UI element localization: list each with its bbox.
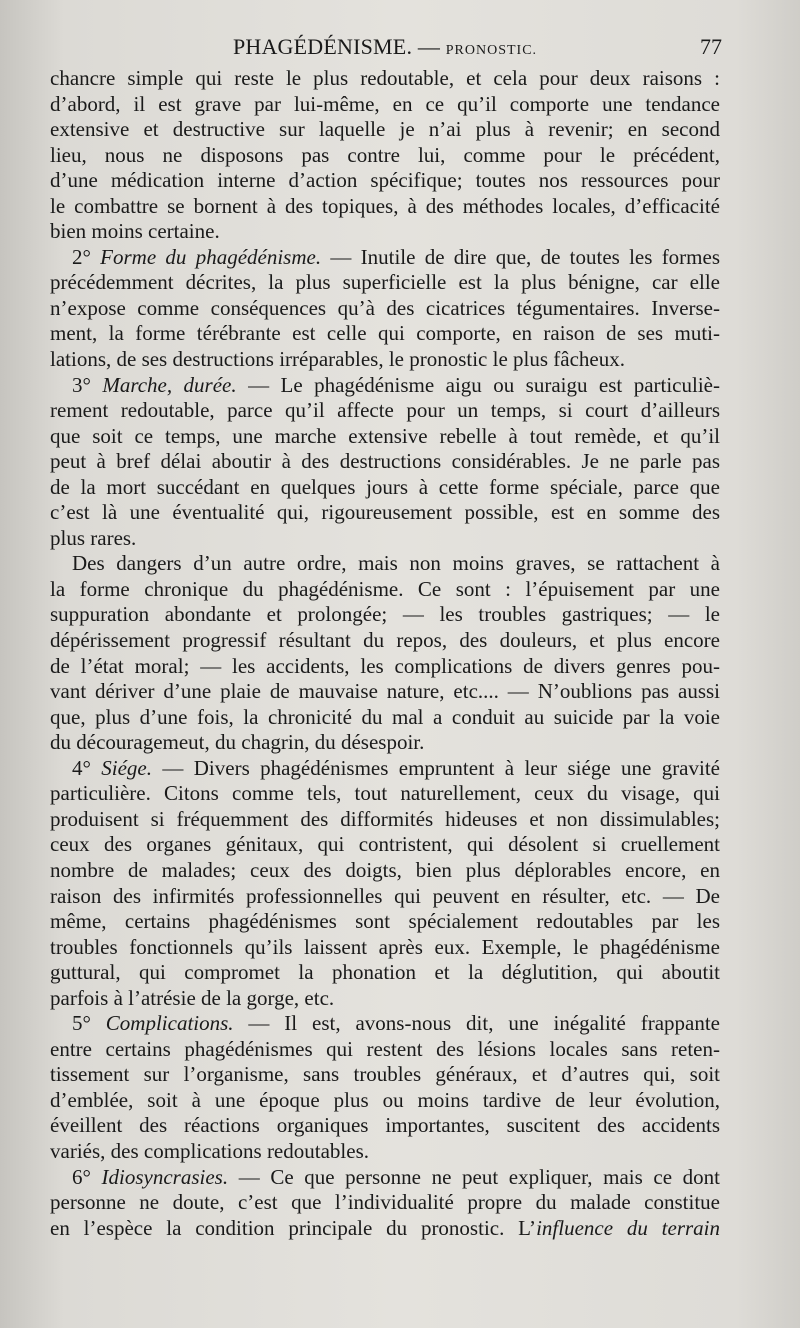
section-number: 4° [72,755,102,780]
section-number: 3° [72,372,103,397]
line-text: chancre simple qui reste le plus redoutable, et cela pour deux raisons : [50,66,720,90]
line-text: parfois à l’atrésie de la gorge, etc. [50,985,335,1010]
text-line [50,168,720,194]
text-line [50,117,720,143]
line-text: nombre de malades; ceux des doigts, bien plus déplorables encore, en [50,857,720,882]
text-line [50,986,720,1012]
line-text: la forme chronique du phagédénisme. Ce sont : l’épuisement par une [50,576,720,601]
text-line [50,296,720,322]
line-text: rement redoutable, parce qu’il affecte pour un temps, si court d’ailleurs [50,398,720,423]
text-line [50,398,720,424]
text-line [50,373,720,399]
line-text: produisent si fréquemment des difformités hideuses et non dissimulables; [50,806,720,831]
text-line [50,602,720,628]
text-line [50,500,720,526]
line-text: — Inutile de dire que, de toutes les formes [321,244,721,269]
page-number: 77 [700,34,722,59]
text-line [50,449,720,475]
line-text: suppuration abondante et prolongée; — les troubles gastriques; — le [50,602,720,627]
text-line [50,909,720,935]
line-text: n’expose comme conséquences qu’à des cicatrices tégumentaires. Inverse- [50,295,720,320]
text-line [50,1088,720,1114]
line-text: ceux des organes génitaux, qui contristent, qui désolent si cruellement [50,832,720,857]
line-text: peut à bref délai aboutir à des destructions considérables. Je ne parle pas [50,449,720,474]
line-text: plus rares. [50,525,137,550]
line-text: précédemment décrites, la plus superficielle est la plus bénigne, car elle [50,270,720,295]
running-title-sub: PRONOSTIC. [445,43,538,58]
line-text: — Il est, avons-nous dit, une inégalité frappante [233,1011,720,1036]
line-text: — Divers phagédénismes empruntent à leur siége une gravité [152,755,720,780]
line-text: particulière. Citons comme tels, tout naturellement, ceux du visage, qui [50,781,720,806]
running-title [50,34,720,60]
text-line [50,705,720,731]
section-number: 5° [72,1011,106,1036]
text-line [50,654,720,680]
text-line [50,551,720,577]
text-line [50,679,720,705]
line-text: personne ne doute, c’est que l’individualité propre du malade constitue [50,1190,720,1215]
section-heading: Complications. [105,1011,234,1036]
italic-phrase: influence du terrain [536,1215,720,1240]
line-text: le combattre se bornent à des topiques, à des méthodes locales, d’efficacité [50,193,720,218]
line-text: c’est là une éventualité qui, rigoureusement possible, est en somme des [50,500,720,525]
line-text: en l’espèce la condition principale du pronostic. L’ [50,1215,537,1240]
line-text: tissement sur l’organisme, sans troubles généraux, et d’autres qui, soit [50,1062,720,1087]
text-line [50,219,720,245]
line-text: dépérissement progressif résultant du repos, des douleurs, et plus encore [50,628,720,653]
line-text: d’une médication interne d’action spécifique; toutes nos ressources pour [50,168,720,193]
text-line [50,1062,720,1088]
text-line [50,1216,720,1242]
line-text: du découragemeut, du chagrin, du désespoir. [50,730,425,755]
text-line [50,143,720,169]
text-line [50,1190,720,1216]
line-text: d’abord, il est grave par lui-même, en ce qu’il comporte une tendance [50,91,720,116]
line-text: lations, de ses destructions irréparables, le pronostic le plus fâcheux. [50,347,625,372]
line-text: — Le phagédénisme aigu ou suraigu est particuliè- [236,372,720,397]
text-line [50,756,720,782]
text-line [50,577,720,603]
text-line [50,1037,720,1063]
text-line [50,730,720,756]
text-line [50,960,720,986]
text-line [50,1011,720,1037]
text-line [50,884,720,910]
line-text: d’emblée, soit à une époque plus ou moins tardive de leur évolution, [50,1087,720,1112]
section-number: 6° [72,1164,102,1189]
line-text: raison des infirmités professionnelles qui peuvent en résulter, etc. — De [50,883,720,908]
text-line [50,424,720,450]
line-text: éveillent des réactions organiques importantes, suscitent des accidents [50,1113,720,1138]
text-line [50,832,720,858]
text-line [50,245,720,271]
section-heading: Marche, durée. [102,372,237,397]
line-text: de l’état moral; — les accidents, les complications de divers genres pou- [50,653,720,678]
text-line [50,1165,720,1191]
line-text: que, plus d’une fois, la chronicité du mal a conduit au suicide par la voie [50,704,720,729]
text-line [50,194,720,220]
text-line [50,66,720,92]
text-line [50,807,720,833]
text-line [50,347,720,373]
line-text: ment, la forme térébrante est celle qui comporte, en raison de ses muti- [50,321,720,346]
running-title-main: PHAGÉDÉNISME. — [232,34,446,59]
line-text: Des dangers d’un autre ordre, mais non moins graves, se rattachent à [72,551,720,576]
text-line [50,526,720,552]
section-heading: Forme du phagédénisme. [100,244,322,269]
section-heading: Idiosyncrasies. [101,1164,229,1189]
section-heading: Siége. [101,755,153,780]
line-text: entre certains phagédénismes qui restent des lésions locales sans reten- [50,1036,720,1061]
text-line [50,935,720,961]
text-line [50,92,720,118]
text-line [50,270,720,296]
line-text: lieu, nous ne disposons pas contre lui, comme pour le précédent, [50,142,720,167]
line-text: que soit ce temps, une marche extensive rebelle à tout remède, et qu’il [50,423,720,448]
line-text: guttural, qui compromet la phonation et la déglutition, qui aboutit [50,960,720,985]
text-line [50,475,720,501]
text-line [50,1113,720,1139]
line-text: même, certains phagédénismes sont spécialement redoutables par les [50,909,720,934]
line-text: bien moins certaine. [50,219,220,244]
text-line [50,628,720,654]
line-text: de la mort succédant en quelques jours à cette forme spéciale, parce que [50,474,720,499]
line-text: extensive et destructive sur laquelle je n’ai plus à revenir; en second [50,117,720,142]
text-line [50,781,720,807]
line-text: troubles fonctionnels qu’ils laissent après eux. Exemple, le phagédénisme [50,934,720,959]
line-text: vant dériver d’une plaie de mauvaise nature, etc.... — N’oublions pas aussi [50,679,720,704]
text-line [50,321,720,347]
line-text: variés, des complications redoutables. [50,1138,369,1163]
text-line [50,858,720,884]
page-body [50,66,720,1241]
section-number: 2° [72,244,101,269]
page-header [50,34,720,64]
text-line [50,1139,720,1165]
line-text: — Ce que personne ne peut expliquer, mais ce dont [228,1164,720,1189]
